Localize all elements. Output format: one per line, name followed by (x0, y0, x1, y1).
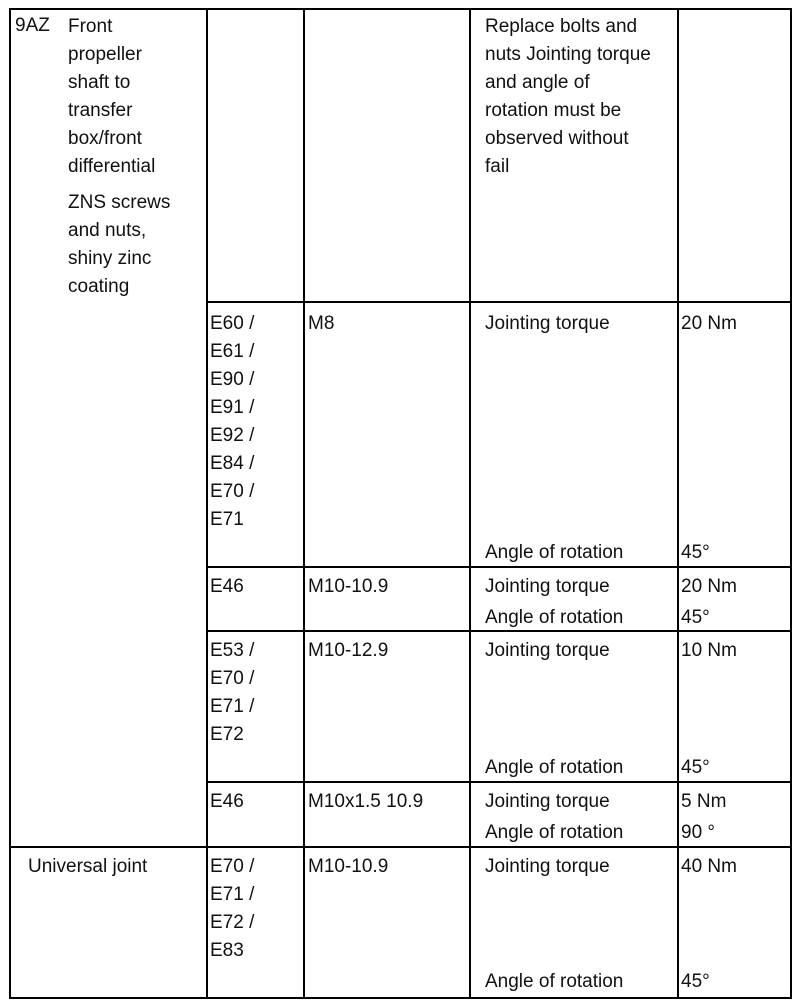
location-note-line: ZNS screws (68, 192, 171, 213)
model-cell (210, 853, 254, 965)
model-line: E92 / (210, 425, 255, 446)
border-left (9, 8, 11, 999)
remark-line: fail (485, 156, 510, 177)
torque-value: 5 Nm (681, 791, 727, 812)
remark-line: rotation must be (485, 100, 622, 121)
row-divider-full (9, 846, 792, 848)
model-line: E70 / (210, 481, 255, 502)
torque-label: Jointing torque (485, 791, 610, 812)
border-col4 (469, 8, 471, 999)
torque-value: 20 Nm (681, 313, 737, 334)
angle-value: 45° (681, 542, 710, 563)
border-right (790, 8, 792, 999)
model-line: E84 / (210, 453, 255, 474)
location-line: differential (68, 156, 156, 177)
location-line: propeller (68, 44, 142, 65)
border-col5 (677, 8, 679, 999)
model-line: E70 / (210, 668, 255, 689)
thread-size: M10-12.9 (308, 640, 389, 661)
model-line: E60 / (210, 313, 255, 334)
torque-value: 20 Nm (681, 576, 737, 597)
torque-label: Jointing torque (485, 856, 610, 877)
location-note-line: shiny zinc (68, 248, 152, 269)
border-bottom (9, 997, 792, 999)
remark-cell (485, 13, 651, 181)
angle-value: 45° (681, 757, 710, 778)
location-line: Front (68, 16, 113, 37)
thread-size: M10-10.9 (308, 856, 389, 877)
model-line: E71 / (210, 884, 255, 905)
model-line: E91 / (210, 397, 255, 418)
angle-label: Angle of rotation (485, 971, 624, 992)
model-cell (210, 310, 254, 534)
torque-value: 10 Nm (681, 640, 737, 661)
border-col3 (303, 8, 305, 999)
border-col2 (206, 8, 208, 999)
torque-label: Jointing torque (485, 576, 610, 597)
model-line: E61 / (210, 341, 255, 362)
model-line: E53 / (210, 640, 255, 661)
torque-label: Jointing torque (485, 313, 610, 334)
location-line: box/front (68, 128, 142, 149)
angle-value: 90 ° (681, 822, 716, 843)
model-line: E46 (210, 576, 244, 597)
model-line: E72 / (210, 912, 255, 933)
remark-line: nuts Jointing torque (485, 44, 651, 65)
angle-value: 45° (681, 971, 710, 992)
model-line: E83 (210, 940, 244, 961)
angle-label: Angle of rotation (485, 542, 624, 563)
model-line: E90 / (210, 369, 255, 390)
model-cell (210, 637, 254, 749)
thread-size: M10x1.5 10.9 (308, 791, 424, 812)
model-line: E46 (210, 791, 244, 812)
remark-line: observed without (485, 128, 629, 149)
remark-line: and angle of (485, 72, 590, 93)
torque-label: Jointing torque (485, 640, 610, 661)
model-line: E71 / (210, 696, 255, 717)
angle-label: Angle of rotation (485, 822, 624, 843)
angle-value: 45° (681, 607, 710, 628)
row-divider (206, 301, 792, 303)
location-cell (68, 13, 170, 301)
thread-size: M10-10.9 (308, 576, 389, 597)
vehicle-code: 9AZ (15, 15, 50, 36)
model-line: E71 (210, 509, 244, 530)
location-line: shaft to (68, 72, 131, 93)
angle-label: Angle of rotation (485, 757, 624, 778)
location-note-line: and nuts, (68, 220, 147, 241)
thread-size: M8 (308, 313, 335, 334)
angle-label: Angle of rotation (485, 607, 624, 628)
remark-line: Replace bolts and (485, 16, 638, 37)
model-line: E70 / (210, 856, 255, 877)
location-text: Universal joint (28, 856, 148, 877)
location-note-line: coating (68, 276, 130, 297)
location-line: transfer (68, 100, 133, 121)
border-top (9, 8, 792, 10)
model-line: E72 (210, 724, 244, 745)
torque-value: 40 Nm (681, 856, 737, 877)
